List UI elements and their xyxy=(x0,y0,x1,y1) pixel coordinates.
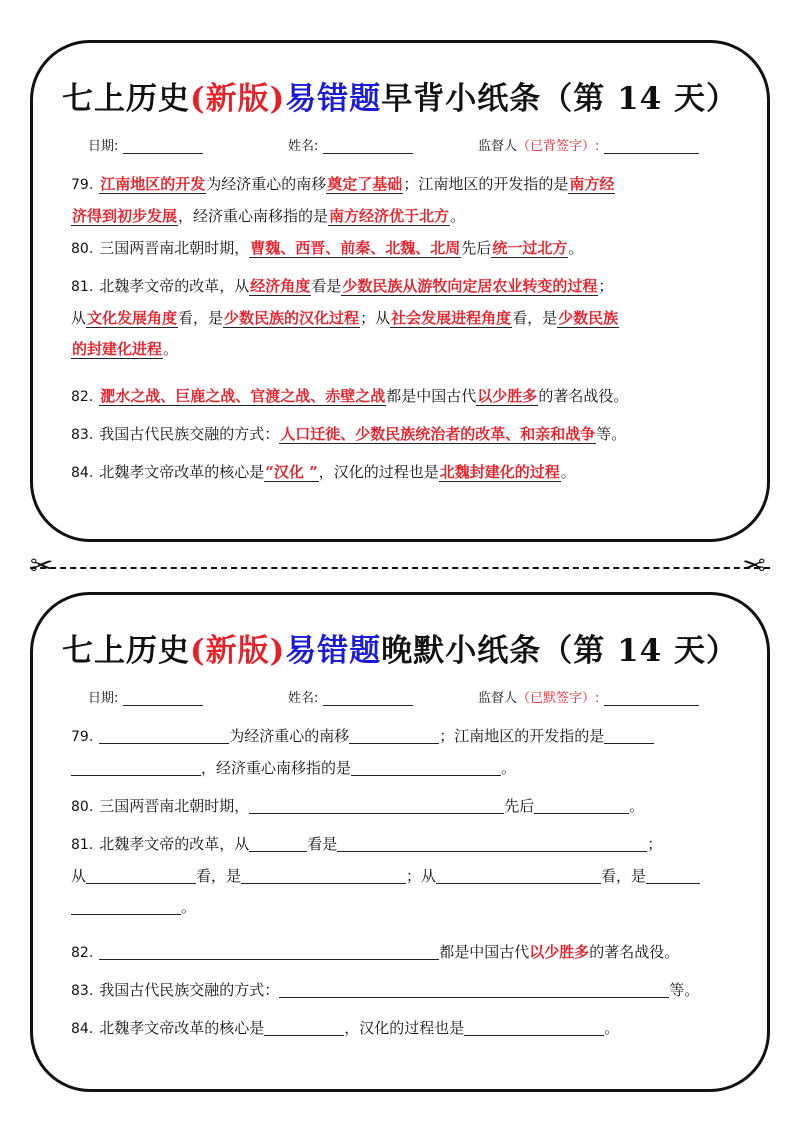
supervisor-blank[interactable] xyxy=(604,139,699,154)
scissors-right-icon: ✂ xyxy=(742,549,766,582)
date-label: 日期: xyxy=(88,691,119,706)
answer-blank[interactable] xyxy=(99,725,229,744)
answer: “汉化 ” xyxy=(265,463,318,481)
question-text: ，汉化的过程也是 xyxy=(318,463,439,481)
question-text: 看，是 xyxy=(512,309,558,327)
name-blank[interactable] xyxy=(323,139,413,154)
question-number: 80. xyxy=(71,241,94,257)
date-blank[interactable] xyxy=(123,691,203,706)
morning-recite-card xyxy=(30,40,770,542)
supervisor-field xyxy=(478,135,699,154)
question-81 xyxy=(71,829,751,923)
question-82 xyxy=(71,937,751,969)
title-edition: (新版) xyxy=(189,633,286,669)
sign-note: （已背签字）: xyxy=(517,139,600,154)
question-text: ； xyxy=(598,277,614,295)
question-79 xyxy=(71,721,751,784)
answer-blank[interactable] xyxy=(351,757,501,776)
question-text: 从 xyxy=(71,867,87,885)
question-number: 84. xyxy=(71,465,94,481)
scissors-left-icon: ✂ xyxy=(30,549,54,582)
date-field xyxy=(88,687,203,706)
question-text: 。 xyxy=(163,340,179,358)
title-subject: 七上历史 xyxy=(61,81,190,117)
question-text: 都是中国古代 xyxy=(439,943,530,961)
answer: 少数民族从游牧向定居农业转变的过程 xyxy=(342,277,598,295)
title-category: 易错题 xyxy=(285,633,382,669)
question-text: 我国古代民族交融的方式： xyxy=(99,425,280,443)
answer-blank[interactable] xyxy=(464,1017,604,1036)
answer-blank[interactable] xyxy=(646,865,700,884)
question-text: 北魏孝文帝的改革，从 xyxy=(99,835,250,853)
question-81 xyxy=(71,271,751,365)
question-number: 81. xyxy=(71,837,94,853)
supervisor-blank[interactable] xyxy=(604,691,699,706)
answer-blank[interactable] xyxy=(436,865,601,884)
title-edition: (新版) xyxy=(189,81,286,117)
question-number: 79. xyxy=(71,729,94,745)
answer: 南方经 xyxy=(569,175,615,193)
question-text: 我国古代民族交融的方式： xyxy=(99,981,280,999)
question-text: ；从 xyxy=(360,309,391,327)
answer: 北魏封建化的过程 xyxy=(439,463,560,481)
answer-blank[interactable] xyxy=(604,725,654,744)
question-number: 84. xyxy=(71,1021,94,1037)
question-text: 。 xyxy=(604,1019,620,1037)
date-blank[interactable] xyxy=(123,139,203,154)
answer-blank[interactable] xyxy=(349,725,439,744)
answer: 人口迁徙、少数民族统治者的改革、和亲和战争 xyxy=(280,425,596,443)
question-84 xyxy=(71,457,751,489)
answer-blank[interactable] xyxy=(264,1017,344,1036)
answer-blank[interactable] xyxy=(249,795,504,814)
date-label: 日期: xyxy=(88,139,119,154)
question-text: ，经济重心南移指的是 xyxy=(178,207,329,225)
answer: 淝水之战、巨鹿之战、官渡之战、赤壁之战 xyxy=(100,387,386,405)
question-text: ，经济重心南移指的是 xyxy=(201,759,352,777)
sign-note: （已默签字）: xyxy=(517,691,600,706)
answer: 社会发展进程角度 xyxy=(391,309,512,327)
answer-blank[interactable] xyxy=(71,757,201,776)
answer-blank[interactable] xyxy=(86,865,196,884)
answer-blank[interactable] xyxy=(279,979,669,998)
question-79 xyxy=(71,169,751,232)
question-text: 的著名战役。 xyxy=(589,943,680,961)
answer: 南方经济优于北方 xyxy=(329,207,450,225)
answer-blank[interactable] xyxy=(99,941,439,960)
name-label: 姓名: xyxy=(288,691,319,706)
question-text: ；从 xyxy=(406,867,437,885)
answer: 以少胜多 xyxy=(477,387,538,405)
question-number: 80. xyxy=(71,799,94,815)
question-text: 三国两晋南北朝时期， xyxy=(99,797,250,815)
name-field xyxy=(288,687,413,706)
question-text: 都是中国古代 xyxy=(386,387,477,405)
question-text: 从 xyxy=(71,309,87,327)
answer: 江南地区的开发 xyxy=(100,175,206,193)
answer-blank[interactable] xyxy=(534,795,629,814)
title-subject: 七上历史 xyxy=(61,633,190,669)
question-text: ；江南地区的开发指的是 xyxy=(403,175,569,193)
answer: 奠定了基础 xyxy=(327,175,403,193)
answer: 曹魏、西晋、前秦、北魏、北周 xyxy=(250,239,461,257)
question-text: 。 xyxy=(501,759,517,777)
answer: 济得到初步发展 xyxy=(72,207,178,225)
answer-blank[interactable] xyxy=(249,833,307,852)
question-text: 北魏孝文帝改革的核心是 xyxy=(99,1019,265,1037)
question-text: 北魏孝文帝改革的核心是 xyxy=(99,463,265,481)
question-number: 81. xyxy=(71,279,94,295)
question-text: 为经济重心的南移 xyxy=(229,727,350,745)
question-text: 等。 xyxy=(669,981,700,999)
question-text: 。 xyxy=(560,463,576,481)
question-text: 看，是 xyxy=(601,867,647,885)
answer-blank[interactable] xyxy=(241,865,406,884)
supervisor-field xyxy=(478,687,699,706)
answer: 文化发展角度 xyxy=(87,309,178,327)
question-84 xyxy=(71,1013,751,1045)
answer: 少数民族的汉化过程 xyxy=(224,309,360,327)
answer-blank[interactable] xyxy=(71,896,181,915)
question-83 xyxy=(71,419,751,451)
title-day: 早背小纸条（第 14 天） xyxy=(381,81,739,117)
question-82 xyxy=(71,381,751,413)
question-text: 看，是 xyxy=(196,867,242,885)
question-text: 。 xyxy=(568,239,584,257)
question-text: 三国两晋南北朝时期， xyxy=(99,239,250,257)
question-text: 。 xyxy=(629,797,645,815)
question-text: 等。 xyxy=(596,425,627,443)
supervisor-label: 监督人 xyxy=(478,139,518,154)
name-blank[interactable] xyxy=(323,691,413,706)
supervisor-label: 监督人 xyxy=(478,691,518,706)
question-text: 北魏孝文帝的改革，从 xyxy=(99,277,250,295)
title-day: 晚默小纸条（第 14 天） xyxy=(381,633,739,669)
question-text: 先后 xyxy=(504,797,535,815)
date-field xyxy=(88,135,203,154)
question-number: 79. xyxy=(71,177,94,193)
question-number: 83. xyxy=(71,427,94,443)
question-text: ； xyxy=(647,835,663,853)
question-number: 82. xyxy=(71,945,94,961)
cut-line xyxy=(30,567,770,569)
question-text: 。 xyxy=(450,207,466,225)
title-category: 易错题 xyxy=(285,81,382,117)
question-text: 看，是 xyxy=(178,309,224,327)
answer: 的封建化进程 xyxy=(72,340,163,358)
question-text: 。 xyxy=(181,898,197,916)
question-text: 先后 xyxy=(461,239,492,257)
answer: 统一过北方 xyxy=(492,239,568,257)
question-80 xyxy=(71,791,751,823)
question-text: ；江南地区的开发指的是 xyxy=(439,727,605,745)
question-text: 为经济重心的南移 xyxy=(206,175,327,193)
question-83 xyxy=(71,975,751,1007)
answer: 经济角度 xyxy=(250,277,311,295)
evening-dictation-card xyxy=(30,592,770,1092)
question-80 xyxy=(71,233,751,265)
question-text: 看是 xyxy=(307,835,338,853)
name-field xyxy=(288,135,413,154)
question-number: 83. xyxy=(71,983,94,999)
highlight-text: 以少胜多 xyxy=(529,943,590,961)
question-text: ，汉化的过程也是 xyxy=(344,1019,465,1037)
card-title xyxy=(33,625,767,670)
card-title xyxy=(33,73,767,118)
question-text: 看是 xyxy=(311,277,342,295)
name-label: 姓名: xyxy=(288,139,319,154)
answer: 少数民族 xyxy=(558,309,619,327)
question-text: 的著名战役。 xyxy=(538,387,629,405)
question-number: 82. xyxy=(71,389,94,405)
answer-blank[interactable] xyxy=(337,833,647,852)
